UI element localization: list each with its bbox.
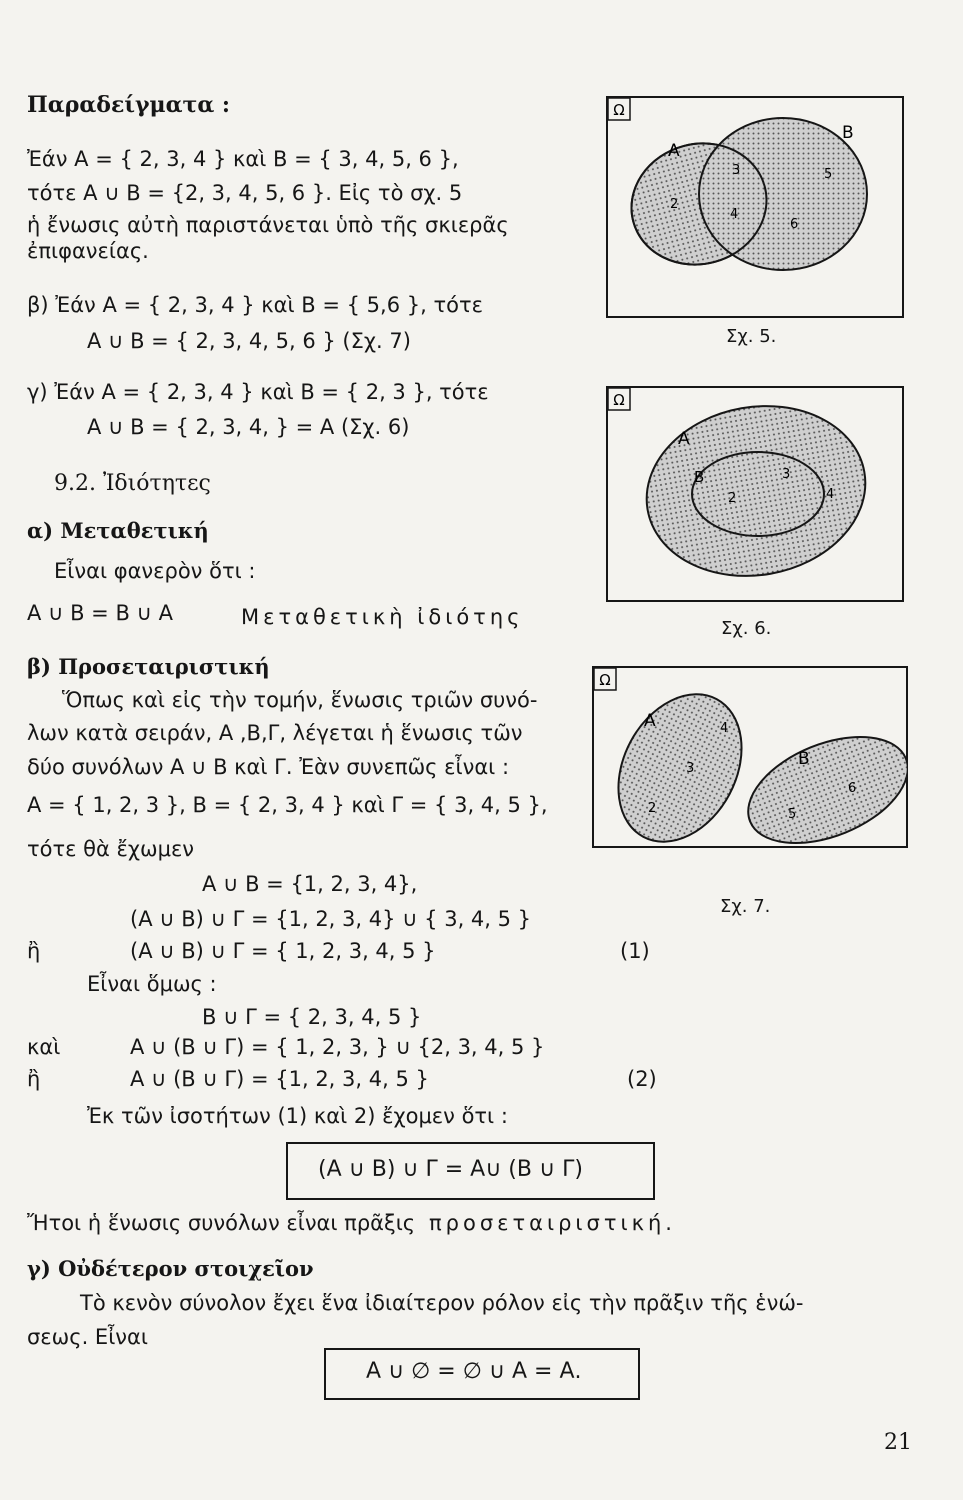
element-5: 5 <box>824 167 833 182</box>
figure-7-caption: Σχ. 7. <box>720 896 771 917</box>
equation-2: (Α ∪ Β) ∪ Γ = {1, 2, 3, 4} ∪ { 3, 4, 5 } <box>130 907 532 931</box>
figure-6-caption: Σχ. 6. <box>721 618 772 639</box>
property-a-heading: α) Μεταθετική <box>27 518 209 543</box>
element-3: 3 <box>686 761 695 776</box>
example-c-line-1: γ) Ἐάν Α = { 2, 3, 4 } καὶ Β = { 2, 3 }, τότε <box>27 380 489 404</box>
universe-label: Ω <box>613 391 625 409</box>
equation-1: Α ∪ Β = {1, 2, 3, 4}, <box>202 872 418 896</box>
example-b-line-2: Α ∪ Β = { 2, 3, 4, 5, 6 } (Σχ. 7) <box>87 329 411 353</box>
property-b-heading: β) Προσεταιριστική <box>27 654 270 679</box>
equation-5-prefix: καὶ <box>27 1035 61 1059</box>
property-c-line-2: σεως. Εἶναι <box>27 1325 148 1349</box>
property-b-then: τότε θὰ ἔχωμεν <box>27 837 195 861</box>
equation-3-prefix: ἢ <box>27 939 41 963</box>
element-2: 2 <box>648 801 657 816</box>
equation-6-tag: (2) <box>627 1067 657 1091</box>
neutral-formula: Α ∪ ∅ = ∅ ∪ Α = Α. <box>366 1359 582 1384</box>
example-a-line-1: Ἐάν Α = { 2, 3, 4 } καὶ Β = { 3, 4, 5, 6 }, <box>27 147 459 171</box>
equation-3: (Α ∪ Β) ∪ Γ = { 1, 2, 3, 4, 5 } <box>130 939 436 963</box>
equation-4: Β ∪ Γ = { 2, 3, 4, 5 } <box>202 1005 422 1029</box>
figure-6-venn-diagram <box>606 386 904 602</box>
property-b-line-3: δύο συνόλων Α ∪ Β καὶ Γ. Ἐὰν συνεπῶς εἶναι : <box>27 755 510 779</box>
examples-heading: Παραδείγματα : <box>27 92 231 118</box>
example-a-line-2: τότε Α ∪ Β = {2, 3, 4, 5, 6 }. Εἰς τὸ σχ. 5 <box>27 181 463 205</box>
element-5: 5 <box>788 807 797 822</box>
page-number: 21 <box>884 1430 912 1455</box>
figure-5-venn-diagram <box>606 96 904 318</box>
set-b-label: Β <box>842 123 854 143</box>
equation-6-prefix: ἢ <box>27 1067 41 1091</box>
element-2: 2 <box>728 491 737 506</box>
equation-6: Α ∪ (Β ∪ Γ) = {1, 2, 3, 4, 5 } <box>130 1067 429 1091</box>
element-3: 3 <box>782 467 791 482</box>
example-a-line-3: ἡ ἔνωσις αὐτὴ παριστάνεται ὑπὸ τῆς σκιερᾶς <box>27 213 509 237</box>
set-b-label: Β <box>694 468 705 486</box>
element-6: 6 <box>790 217 799 232</box>
example-a-line-4: ἐπιφανείας. <box>27 239 149 263</box>
universe-label: Ω <box>613 101 625 119</box>
set-a-label: Α <box>678 429 690 449</box>
element-4: 4 <box>730 207 739 222</box>
set-a-label: Α <box>668 141 680 161</box>
equation-5: Α ∪ (Β ∪ Γ) = { 1, 2, 3, } ∪ {2, 3, 4, 5 } <box>130 1035 545 1059</box>
element-6: 6 <box>848 781 857 796</box>
element-2: 2 <box>670 197 679 212</box>
universe-label: Ω <box>599 671 611 689</box>
property-b-sets: Α = { 1, 2, 3 }, Β = { 2, 3, 4 } καὶ Γ = { 3, 4, 5 }, <box>27 793 548 817</box>
associative-conclusion-start: Ἤτοι ἡ ἕνωσις συνόλων εἶναι πρᾶξις <box>27 1211 416 1235</box>
associative-conclusion-word: προσεταιριστική. <box>429 1211 676 1235</box>
set-a-label: Α <box>644 711 656 731</box>
property-b-line-2: λων κατὰ σειράν, Α ,Β,Γ, λέγεται ἡ ἕνωσις τῶν <box>27 721 523 745</box>
from-text: Ἐκ τῶν ἰσοτήτων (1) καὶ 2) ἔχομεν ὅτι : <box>87 1104 508 1128</box>
example-c-line-2: Α ∪ Β = { 2, 3, 4, } = Α (Σχ. 6) <box>87 415 410 439</box>
property-c-heading: γ) Οὐδέτερον στοιχεῖον <box>27 1256 314 1281</box>
property-a-name: Μεταθετικὴ ἰδιότης <box>241 605 524 629</box>
property-a-formula: Α ∪ Β = Β ∪ Α <box>27 601 173 625</box>
property-a-text: Εἶναι φανερὸν ὅτι : <box>54 559 256 583</box>
section-heading: 9.2. Ἰδιότητες <box>54 471 211 496</box>
example-b-line-1: β) Ἐάν Α = { 2, 3, 4 } καὶ Β = { 5,6 }, τότε <box>27 293 483 317</box>
set-b-label: Β <box>798 749 810 769</box>
element-3: 3 <box>732 163 741 178</box>
element-4: 4 <box>720 721 729 736</box>
element-4: 4 <box>826 487 835 502</box>
but-text: Εἶναι ὅμως : <box>87 972 217 996</box>
associative-formula: (Α ∪ Β) ∪ Γ = Α∪ (Β ∪ Γ) <box>318 1157 583 1182</box>
figure-7-venn-diagram <box>592 666 908 894</box>
equation-3-tag: (1) <box>620 939 650 963</box>
figure-5-caption: Σχ. 5. <box>726 326 777 347</box>
property-c-line-1: Τὸ κενὸν σύνολον ἔχει ἕνα ἰδιαίτερον ρόλον εἰς τὴν πρᾶξιν τῆς ἑνώ- <box>80 1291 804 1315</box>
property-b-line-1: Ὅπως καὶ εἰς τὴν τομήν, ἕνωσις τριῶν συνό- <box>62 688 538 712</box>
